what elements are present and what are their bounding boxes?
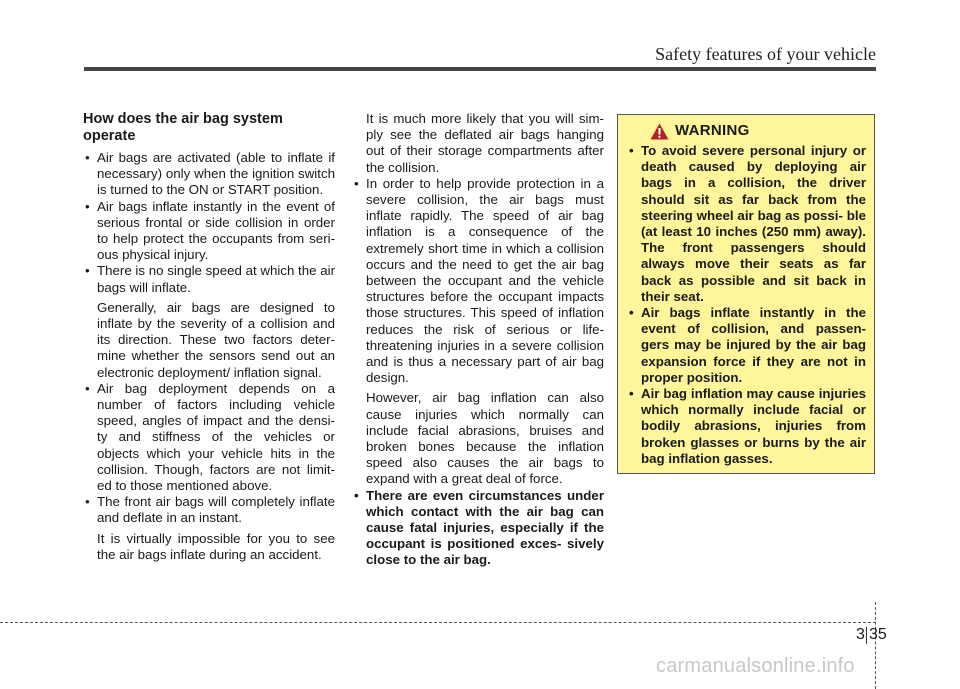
warning-list-item: • Air bag inflation may cause injuries which normally include facial or bodily abrasions, injuries from broken glasses or burns by the air bag inflation gasses. — [627, 386, 866, 467]
column-left — [83, 111, 335, 563]
list-item: • Air bags are activated (able to inflate if necessary) only when the ignition switch is turned to the ON or START position. — [83, 150, 335, 199]
footer-rule-vertical — [875, 602, 876, 689]
list-item: • Air bag deployment depends on a number of factors including vehicle speed, angles of impact and the densi- ty and stiffness of the vehicles or objects which your vehicle hits in the collision. Though, factors are not limit- ed to those mentioned above. — [83, 381, 335, 494]
page-number: 35 — [869, 626, 887, 643]
list-item: • In order to help provide protection in a severe collision, the air bags must inflate rapidly. The speed of air bag inflation is a consequence of the extremely short time in which a collision occurs and the need to get the air bag between the occupant and the vehicle structures before the occupant impacts those structures. This speed of inflation reduces the risk of serious or life- threatening injuries in a severe collision and is thus a necessary part of air bag design. — [352, 176, 604, 387]
bullet-list-middle-2 — [352, 488, 604, 569]
paragraph-continuation: It is virtually impossible for you to see the air bags inflate during an accident. — [97, 530, 335, 562]
footer-rule-horizontal — [0, 622, 876, 623]
section-header-title: Safety features of your vehicle — [655, 44, 876, 64]
warning-bullet-list — [627, 143, 866, 467]
section-heading: How does the air bag system operate — [83, 111, 283, 144]
header-rule — [84, 67, 876, 71]
page-number-separator — [866, 627, 867, 644]
warning-title: WARNING — [675, 122, 750, 140]
paragraph-continuation: Generally, air bags are designed to inflate by the severity of a collision and its direction. These two factors deter- mine whether the sensors send out an electronic deployment/ inflation signal. — [97, 299, 335, 380]
watermark: carmanualsonline.info — [656, 655, 855, 677]
list-item: • The front air bags will completely inflate and deflate in an instant. — [83, 494, 335, 526]
warning-list-item: • To avoid severe personal injury or death caused by deploying air bags in a collision, the driver should sit as far back from the steering wheel air bag as possi- ble (at least 10 inches (250 mm) away). The front passengers should always move their seats as far back as possible and sit back in their seat. — [627, 143, 866, 305]
warning-list-item: • Air bags inflate instantly in the event of collision, and passen- gers may be injured by the air bag expansion force if they are not in proper position. — [627, 305, 866, 386]
list-item-bold: • There are even circumstances under which contact with the air bag can cause fatal injuries, especially if the occupant is positioned exces- sively close to the air bag. — [352, 488, 604, 569]
list-item: • Air bags inflate instantly in the event of serious frontal or side collision in order to help protect the occupants from seri- ous physical injury. — [83, 199, 335, 264]
paragraph-intro: It is much more likely that you will sim- ply see the deflated air bags hanging out of their storage compartments after the collision. — [366, 111, 604, 175]
chapter-number: 3 — [856, 626, 865, 643]
bullet-list-left-2 — [83, 381, 335, 527]
list-item: • There is no single speed at which the air bags will inflate. — [83, 263, 335, 295]
bullet-list-middle — [352, 176, 604, 387]
warning-box — [617, 114, 875, 474]
warning-header — [650, 123, 866, 140]
warning-triangle-icon — [650, 123, 669, 140]
bullet-list-left — [83, 150, 335, 296]
paragraph-continuation: However, air bag inflation can also cause injuries which normally can include facial abrasions, bruises and broken bones because the inflation speed also causes the air bags to expand with a great deal of force. — [366, 390, 604, 487]
column-middle — [352, 111, 604, 569]
